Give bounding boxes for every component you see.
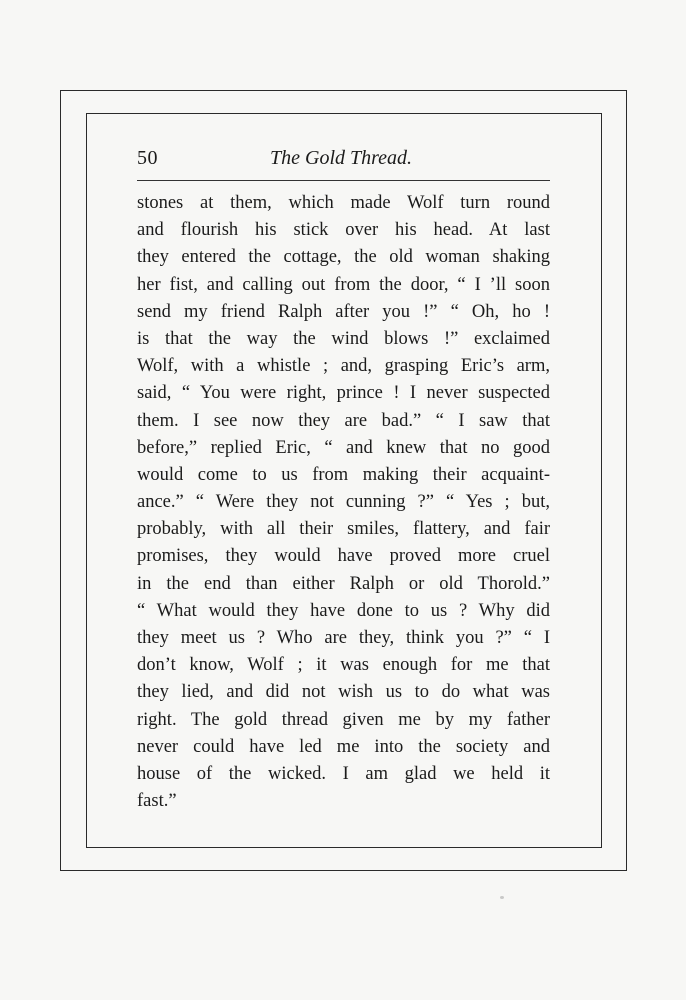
text-line: probably, with all their smiles, flattery, and fair — [137, 519, 550, 540]
text-line: said, “ You were right, prince ! I never suspected — [137, 383, 550, 404]
text-line: stones at them, which made Wolf turn round — [137, 193, 550, 213]
text-line: in the end than either Ralph or old Thorold.” — [137, 573, 550, 594]
paper-speck — [500, 896, 504, 899]
text-line: and flourish his stick over his head. At last — [137, 220, 550, 241]
text-line: “ What would they have done to us ? Why did — [137, 600, 550, 621]
text-line: they lied, and did not wish us to do what was — [137, 682, 550, 703]
text-line: they entered the cottage, the old woman shaking — [137, 247, 550, 268]
text-line: is that the way the wind blows !” exclaimed — [137, 328, 550, 349]
text-line: house of the wicked. I am glad we held it — [137, 763, 550, 784]
running-head: The Gold Thread. — [270, 147, 413, 169]
text-line: ance.” “ Were they not cunning ?” “ Yes ; but, — [137, 492, 550, 513]
text-line: they meet us ? Who are they, think you ?” “ I — [137, 628, 550, 648]
header-rule — [137, 180, 550, 181]
text-line: don’t know, Wolf ; it was enough for me that — [137, 655, 550, 676]
text-line: right. The gold thread given me by my father — [137, 709, 550, 730]
text-line: never could have led me into the society and — [137, 736, 550, 757]
text-line: fast.” — [137, 791, 177, 812]
text-line: Wolf, with a whistle ; and, grasping Eric’s arm, — [137, 356, 550, 377]
text-line: before,” replied Eric, “ and knew that no good — [137, 437, 550, 458]
text-line: them. I see now they are bad.” “ I saw that — [137, 410, 550, 431]
text-line: would come to us from making their acquaint- — [137, 464, 550, 485]
text-line: her fist, and calling out from the door, “ I ’ll soon — [137, 274, 550, 295]
page-number: 50 — [137, 147, 158, 169]
body-text — [137, 190, 550, 815]
text-line: promises, they would have proved more cruel — [137, 546, 550, 567]
text-line: send my friend Ralph after you !” “ Oh, ho ! — [137, 301, 550, 322]
